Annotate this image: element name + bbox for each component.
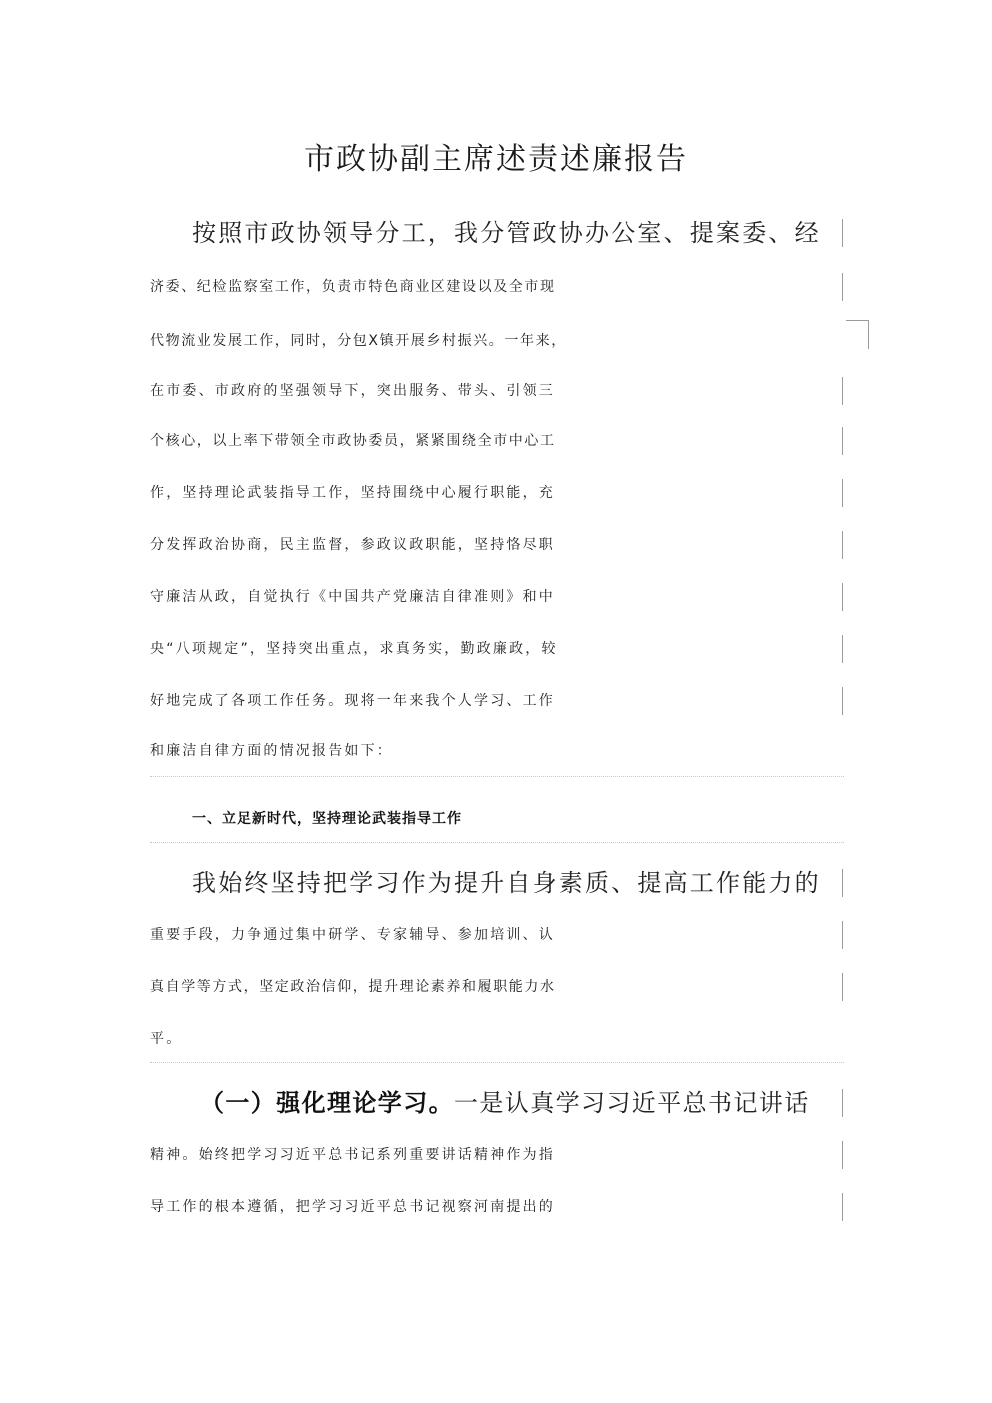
- section-divider: [150, 842, 844, 843]
- margin-mark: [842, 973, 843, 1001]
- document-title: 市政协副主席述责述廉报告: [304, 142, 688, 177]
- paragraph-line: 守廉洁从政，自觉执行《中国共产党廉洁自律准则》和中: [150, 589, 555, 605]
- section-heading: 一、立足新时代，坚持理论武装指导工作: [192, 811, 462, 827]
- margin-mark: [842, 869, 843, 897]
- paragraph-line: 作，坚持理论武装指导工作，坚持围绕中心履行职能，充: [150, 485, 555, 501]
- margin-mark: [842, 427, 843, 455]
- margin-mark: [842, 1141, 843, 1169]
- paragraph-line: 分发挥政治协商，民主监督，参政议政职能，坚持恪尽职: [150, 537, 555, 553]
- paragraph-line: 按照市政协领导分工，我分管政协办公室、提案委、经: [192, 219, 821, 247]
- margin-mark: [842, 583, 843, 611]
- subsection-first-line: [200, 1076, 850, 1130]
- paragraph-line: 导工作的根本遵循，把学习习近平总书记视察河南提出的: [150, 1199, 555, 1215]
- margin-mark: [842, 219, 843, 247]
- margin-corner-mark: [846, 320, 869, 349]
- paragraph-line: 好地完成了各项工作任务。现将一年来我个人学习、工作: [150, 693, 555, 709]
- paragraph-line: 央“八项规定”，坚持突出重点，求真务实，勤政廉政，较: [150, 641, 558, 657]
- margin-mark: [842, 273, 843, 301]
- margin-mark: [842, 921, 843, 949]
- paragraph-line: 代物流业发展工作，同时，分包X镇开展乡村振兴。一年来，: [150, 333, 567, 349]
- paragraph-line: 平。: [150, 1031, 183, 1047]
- paragraph-line: 济委、纪检监察室工作，负责市特色商业区建设以及全市现: [150, 279, 556, 295]
- margin-mark: [842, 531, 843, 559]
- paragraph-line: 我始终坚持把学习作为提升自身素质、提高工作能力的: [192, 869, 821, 897]
- margin-mark: [842, 479, 843, 507]
- margin-mark: [842, 377, 843, 405]
- subsection-first-line-text: 一是认真学习习近平总书记讲话: [454, 1089, 810, 1117]
- subsection-heading: （一）强化理论学习。: [200, 1089, 454, 1117]
- margin-mark: [842, 635, 843, 663]
- section-divider: [150, 1062, 844, 1063]
- margin-mark: [842, 687, 843, 715]
- margin-mark: [842, 1089, 843, 1117]
- margin-mark: [842, 1193, 843, 1221]
- paragraph-line: 个核心，以上率下带领全市政协委员，紧紧围绕全市中心工: [150, 433, 556, 449]
- paragraph-line: 真自学等方式，坚定政治信仰，提升理论素养和履职能力水: [150, 979, 556, 995]
- paragraph-line: 重要手段，力争通过集中研学、专家辅导、参加培训、认: [150, 927, 555, 943]
- paragraph-line: 精神。始终把学习习近平总书记系列重要讲话精神作为指: [150, 1147, 555, 1163]
- paragraph-line: 在市委、市政府的坚强领导下，突出服务、带头、引领三: [150, 383, 555, 399]
- paragraph-line: 和廉洁自律方面的情况报告如下：: [150, 743, 393, 759]
- section-divider: [150, 776, 844, 777]
